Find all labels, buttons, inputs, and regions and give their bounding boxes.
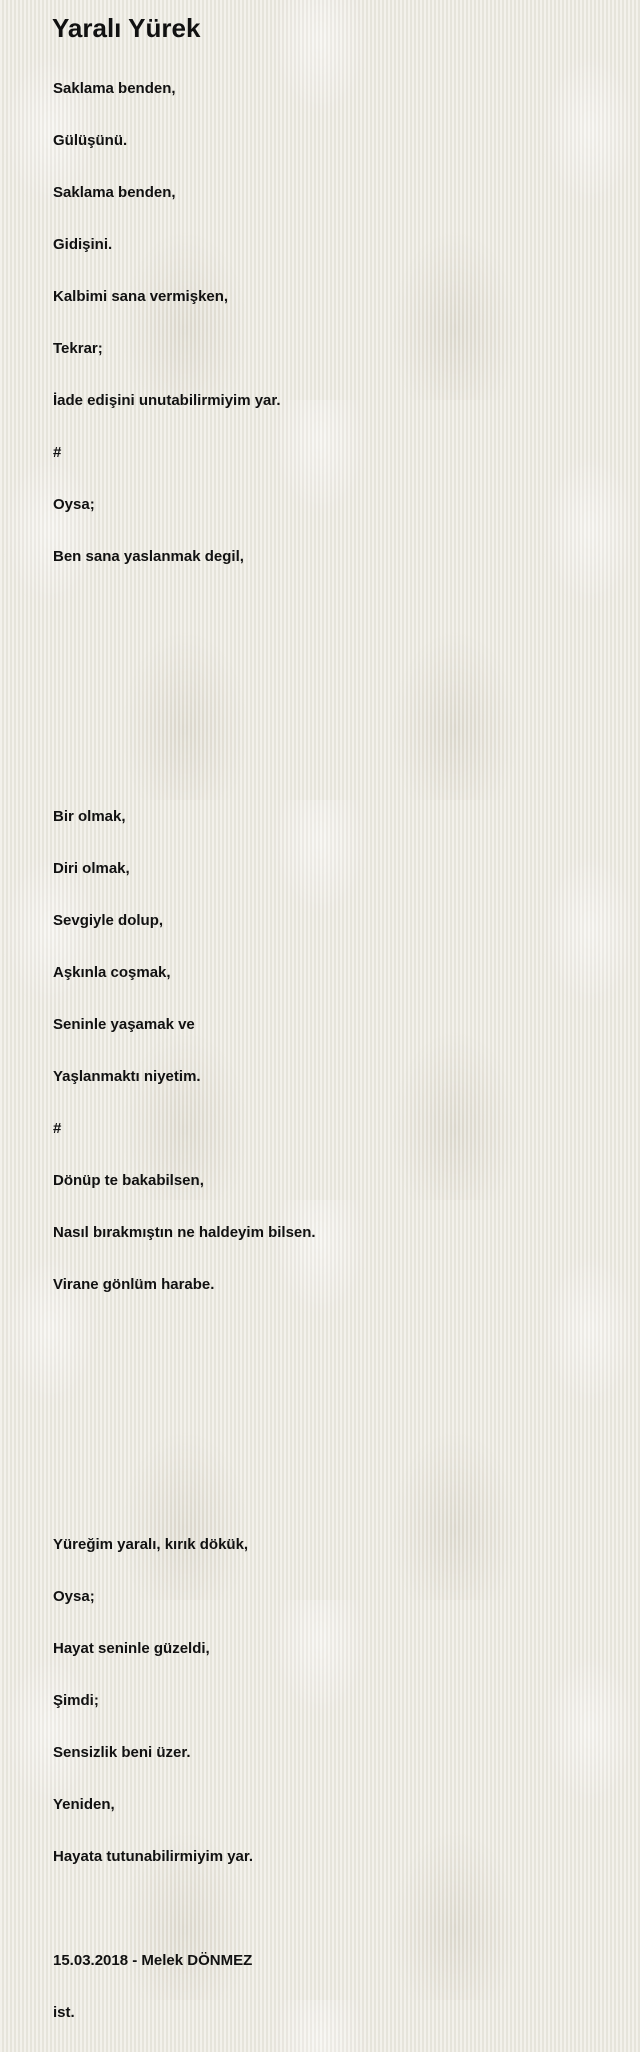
blank-line (53, 1324, 613, 1350)
poem-title: Yaralı Yürek (52, 13, 201, 43)
blank-line (53, 648, 613, 674)
location: ist. (53, 2004, 75, 2021)
poem-line: Dönüp te bakabilsen, (53, 1172, 204, 1189)
poem-line: Yaşlanmaktı niyetim. (53, 1068, 201, 1085)
poem-line: Yeniden, (53, 1796, 115, 1813)
blank-line (53, 596, 613, 622)
poem-line: Yüreğim yaralı, kırık dökük, (53, 1536, 249, 1553)
poem-page (53, 10, 613, 2052)
poem-line: Şimdi; (53, 1692, 99, 1709)
blank-line (53, 1376, 613, 1402)
blank-line (53, 1428, 613, 1454)
poem-line: Kalbimi sana vermişken, (53, 288, 229, 305)
stanza-separator: # (53, 1120, 62, 1137)
poem-line: Saklama benden, (53, 184, 176, 201)
blank-line (53, 1480, 613, 1506)
poem-line: Hayata tutunabilirmiyim yar. (53, 1848, 254, 1865)
poem-line: Ben sana yaslanmak degil, (53, 548, 244, 565)
blank-line (53, 752, 613, 778)
poem-line: Tekrar; (53, 340, 103, 357)
poem-line: Aşkınla coşmak, (53, 964, 171, 981)
poem-line: İade edişini unutabilirmiyim yar. (53, 392, 281, 409)
poem-line: Virane gönlüm harabe. (53, 1276, 215, 1293)
poem-line: Nasıl bırakmıştın ne haldeyim bilsen. (53, 1224, 316, 1241)
poem-line: Oysa; (53, 1588, 95, 1605)
poem-line: Hayat seninle güzeldi, (53, 1640, 210, 1657)
poem-line: Bir olmak, (53, 808, 126, 825)
poem-line: Gülüşünü. (53, 132, 128, 149)
poem-line: Oysa; (53, 496, 95, 513)
blank-line (53, 1896, 613, 1922)
poem-line: Diri olmak, (53, 860, 130, 877)
poem-body (53, 50, 613, 2052)
blank-line (53, 700, 613, 726)
date-author: 15.03.2018 - Melek DÖNMEZ (53, 1952, 253, 1969)
poem-line: Sevgiyle dolup, (53, 912, 164, 929)
poem-line: Seninle yaşamak ve (53, 1016, 195, 1033)
poem-line: Saklama benden, (53, 80, 176, 97)
stanza-separator: # (53, 444, 62, 461)
poem-line: Sensizlik beni üzer. (53, 1744, 191, 1761)
poem-line: Gidişini. (53, 236, 113, 253)
